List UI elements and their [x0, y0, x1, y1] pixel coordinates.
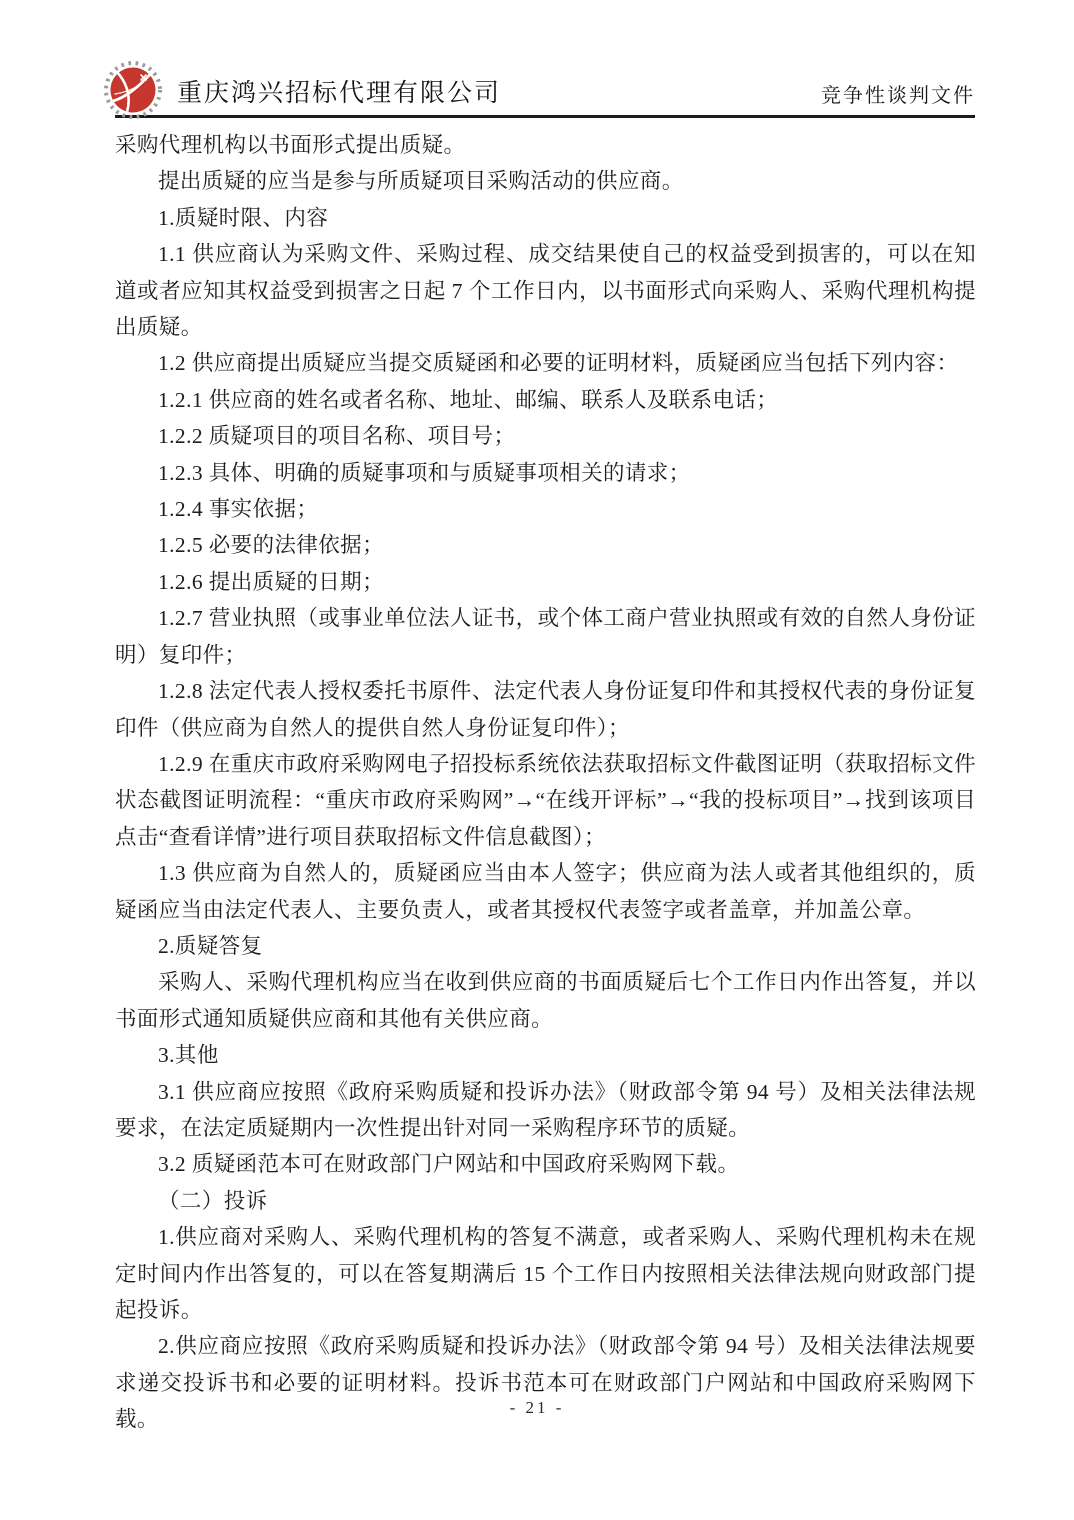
paragraph: 3.其他: [158, 1043, 219, 1068]
paragraph: 1.供应商对采购人、采购代理机构的答复不满意，或者采购人、采购代理机构未在规定时间内作出答复的，可以在答复期满后 15 个工作日内按照相关法律法规向财政部门提起投诉。: [115, 1225, 976, 1322]
paragraph: 1.1 供应商认为采购文件、采购过程、成交结果使自己的权益受到损害的，可以在知道或者应知其权益受到损害之日起 7 个工作日内，以书面形式向采购人、采购代理机构提出质疑。: [115, 242, 976, 340]
document-type-label: 竞争性谈判文件: [821, 85, 975, 107]
paragraph: 1.2.6 提出质疑的日期；: [158, 569, 384, 594]
paragraph: 1.2.8 法定代表人授权委托书原件、法定代表人身份证复印件和其授权代表的身份证复印件（供应商为自然人的提供自然人身份证复印件）；: [115, 679, 976, 740]
paragraph: 1.质疑时限、内容: [158, 205, 329, 230]
paragraph: 1.2.7 营业执照（或事业单位法人证书，或个体工商户营业执照或有效的自然人身份证明）复印件；: [115, 606, 976, 667]
paragraph: （二）投诉: [158, 1188, 268, 1213]
company-logo-icon: [103, 60, 163, 120]
paragraph: 1.2.3 具体、明确的质疑事项和与质疑事项相关的请求；: [158, 460, 691, 485]
page-header: [115, 58, 975, 118]
company-name: 重庆鸿兴招标代理有限公司: [177, 80, 502, 107]
paragraph: 采购人、采购代理机构应当在收到供应商的书面质疑后七个工作日内作出答复，并以书面形式通知质疑供应商和其他有关供应商。: [115, 970, 976, 1031]
paragraph: 采购代理机构以书面形式提出质疑。: [115, 133, 466, 157]
document-body: [115, 127, 976, 1438]
paragraph: 3.1 供应商应按照《政府采购质疑和投诉办法》（财政部令第 94 号）及相关法律法规要求，在法定质疑期内一次性提出针对同一采购程序环节的质疑。: [115, 1079, 976, 1140]
paragraph: 3.2 质疑函范本可在财政部门户网站和中国政府采购网下载。: [158, 1152, 740, 1177]
paragraph: 2.质疑答复: [158, 933, 263, 958]
paragraph: 2.供应商应按照《政府采购质疑和投诉办法》（财政部令第 94 号）及相关法律法规要求递交投诉书和必要的证明材料。投诉书范本可在财政部门户网站和中国政府采购网下载。: [115, 1334, 976, 1432]
paragraph: 1.2.2 质疑项目的项目名称、项目号；: [158, 424, 516, 449]
page-number: - 21 -: [509, 1398, 565, 1417]
paragraph: 1.2 供应商提出质疑应当提交质疑函和必要的证明材料，质疑函应当包括下列内容：: [158, 351, 959, 376]
page-footer: [0, 1398, 1074, 1418]
paragraph: 1.2.1 供应商的姓名或者名称、地址、邮编、联系人及联系电话；: [158, 387, 779, 412]
paragraph: 提出质疑的应当是参与所质疑项目采购活动的供应商。: [158, 169, 684, 194]
paragraph: 1.2.5 必要的法律依据；: [158, 533, 384, 558]
paragraph: 1.2.4 事实依据；: [158, 497, 319, 522]
paragraph: 1.2.9 在重庆市政府采购网电子招投标系统依法获取招标文件截图证明（获取招标文件状态截图证明流程：“重庆市政府采购网”→“在线开评标”→“我的投标项目”→找到该项目点击“查看详情”进行项目获取招标文件信息截图）；: [115, 751, 976, 849]
paragraph: 1.3 供应商为自然人的，质疑函应当由本人签字；供应商为法人或者其他组织的，质疑函应当由法定代表人、主要负责人，或者其授权代表签字或者盖章，并加盖公章。: [115, 861, 976, 922]
